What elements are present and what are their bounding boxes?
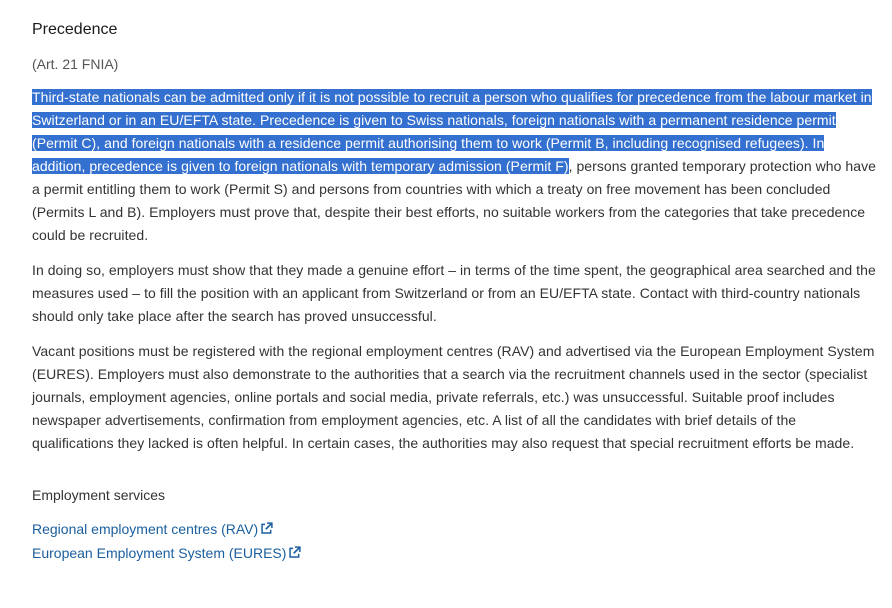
external-link-icon xyxy=(260,522,273,535)
employment-services-label: Employment services xyxy=(32,487,166,503)
paragraph-precedence-rules xyxy=(32,86,878,247)
paragraph-genuine-effort: In doing so, employers must show that they made a genuine effort – in terms of the time spent, the geographical area searched and the measures used – to fill the position with an applicant from Switzerland or from an EU/EFTA state. Contact with third-country nationals should only take place after the search has proved unsuccessful. xyxy=(32,262,876,324)
rav-link[interactable] xyxy=(32,521,273,537)
paragraph-vacant-positions: Vacant positions must be registered with the regional employment centres (RAV) and advertised via the European Employment System (EURES). Employers must also demonstrate to the authorities that a search via the recruitment channels used in the sector (specialist journals, employment agencies, online portals and social media, private referrals, etc.) was unsuccessful. Suitable proof includes newspaper advertisements, confirmation from employment agencies, etc. A list of all the candidates with brief details of the qualifications they lacked is often helpful. In certain cases, the authorities may also request that special recruitment efforts be made. xyxy=(32,343,875,451)
external-link-icon xyxy=(288,546,301,559)
paragraph-text: , persons granted temporary protection who have a permit entitling them to work (Permit S) and persons from countries with which a treaty on free movement has been concluded (Permits L and B). Employers must prove that, despite their best efforts, no suitable workers from the categories that take precedence could be recruited. xyxy=(32,158,876,243)
link-item xyxy=(32,541,878,565)
rav-link-label: Regional employment centres (RAV) xyxy=(32,521,259,537)
eures-link[interactable] xyxy=(32,545,301,561)
selected-text[interactable]: Third-state nationals can be admitted only if it is not possible to recruit a person who qualifies for precedence from the labour market in Switzerland or in an EU/EFTA state. Precedence is given to Swiss nationals, foreign nationals with a permanent residence permit (Permit C), and foreign nationals with a residence permit authorising them to work (Permit B, including recognised refugees). In addition, precedence is given to foreign nationals with temporary admission (Permit F) xyxy=(32,89,872,174)
article-reference: (Art. 21 FNIA) xyxy=(32,56,119,72)
section-title: Precedence xyxy=(32,21,118,38)
eures-link-label: European Employment System (EURES) xyxy=(32,545,287,561)
employment-services-links xyxy=(32,517,878,565)
link-item xyxy=(32,517,878,541)
